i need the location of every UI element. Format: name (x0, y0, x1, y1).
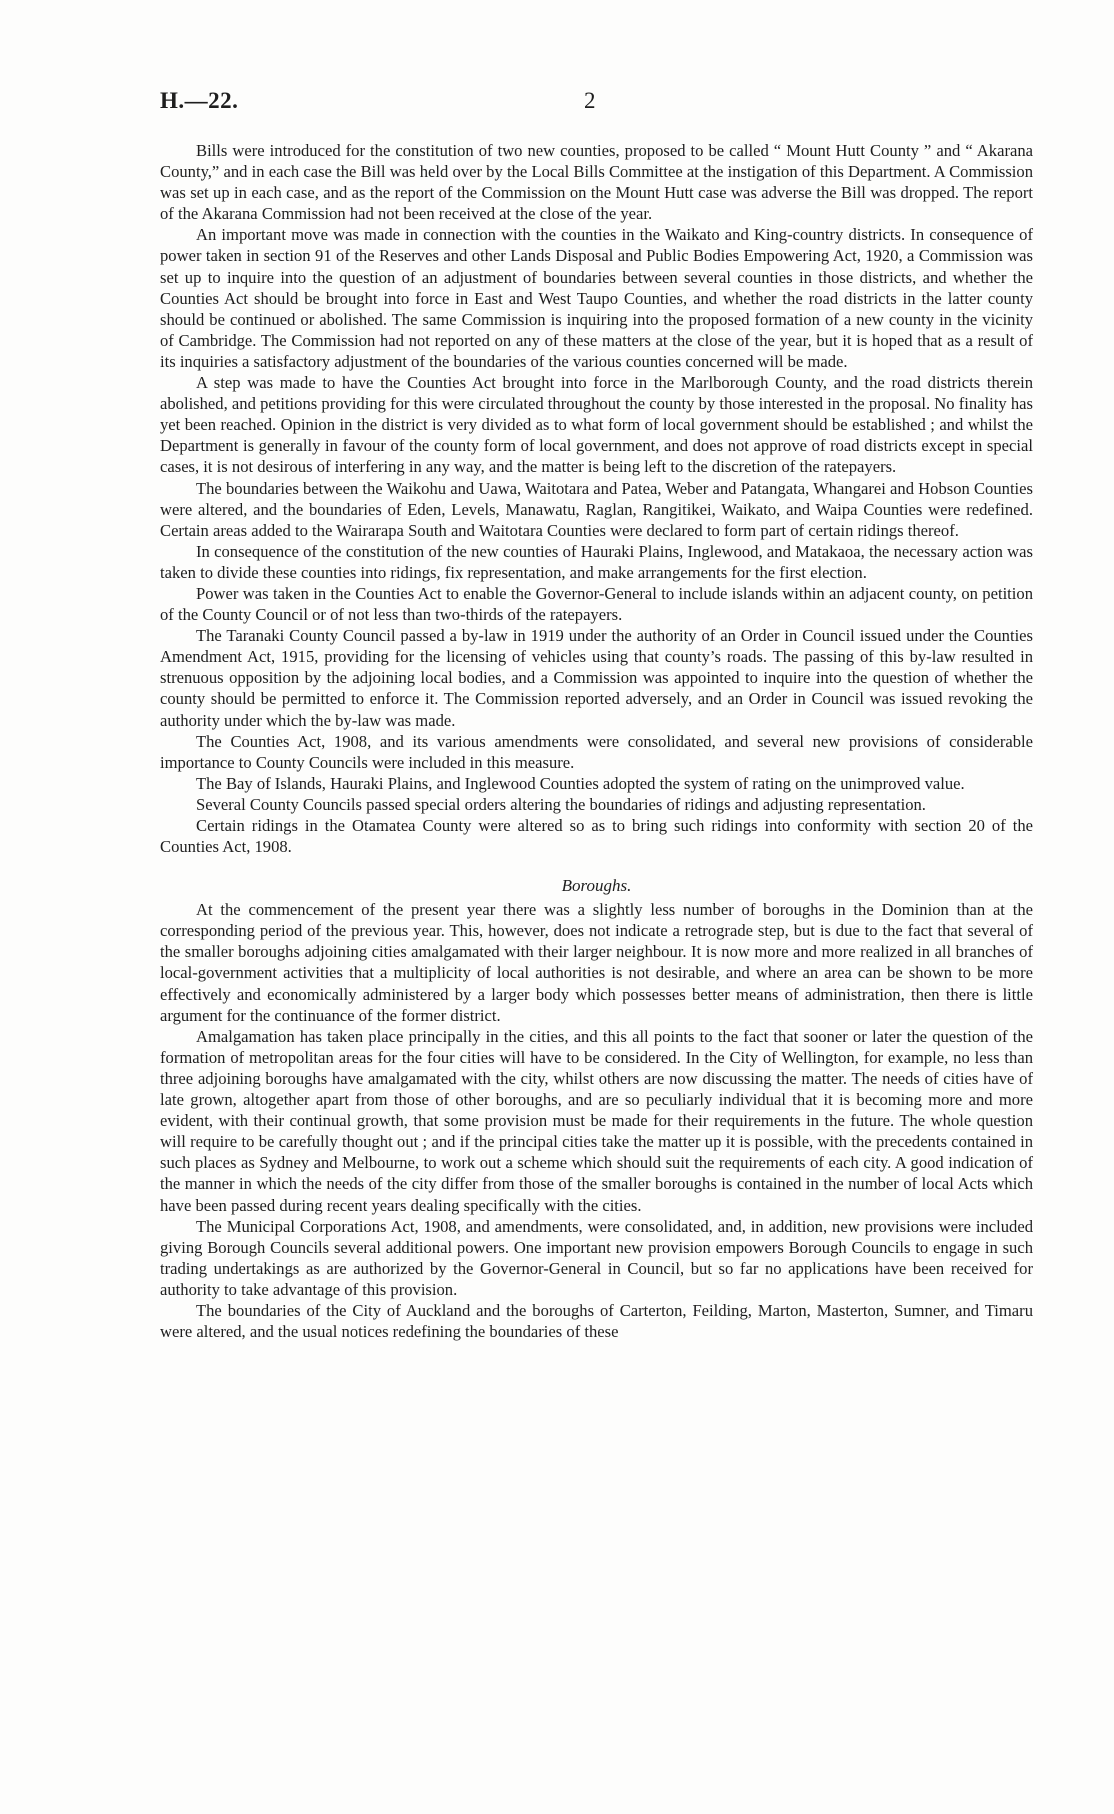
paragraph: A step was made to have the Counties Act brought into force in the Marlborough County, and the road districts therein abolished, and petitions providing for this were circulated throughout the county by those interested in the proposal. No finality has yet been reached. Opinion in the district is very divided as to what form of local government should be established ; and whilst the Department is generally in favour of the county form of local government, and does not approve of road districts except in special cases, it is not desirous of interfering in any way, and the matter is being left to the discretion of the ratepayers. (160, 373, 1033, 477)
paragraph: The Bay of Islands, Hauraki Plains, and Inglewood Counties adopted the system of rating on the unimproved value. (196, 773, 965, 793)
paragraph: The Municipal Corporations Act, 1908, and amendments, were consolidated, and, in addition, new provisions were included giving Borough Councils several additional powers. One important new provision empowers Borough Councils to engage in such trading undertakings as are authorized by the Governor-General in Council, but so far no applications have been received for authority to take advantage of this provision. (160, 1216, 1033, 1299)
document-reference: H.—22. (160, 88, 239, 113)
paragraph: Amalgamation has taken place principally in the cities, and this all points to the fact that sooner or later the question of the formation of metropolitan areas for the four cities will have to be considered. In the City of Wellington, for example, no less than three adjoining boroughs have amalgamated with the city, whilst others are now discussing the matter. The needs of cities have of late grown, altogether apart from those of other boroughs, and are so peculiarly individual that it is becoming more and more evident, with their continual growth, that some provision must be made for their requirements in the future. The whole question will require to be carefully thought out ; and if the principal cities take the matter up it is possible, with the precedents contained in such places as Sydney and Melbourne, to work out a scheme which should suit the requirements of each city. A good indication of the manner in which the needs of the city differ from those of the smaller boroughs is contained in the number of local Acts which have been passed during recent years dealing specifically with the cities. (160, 1026, 1033, 1215)
counties-section (160, 140, 1033, 857)
paragraph: The boundaries of the City of Auckland and the boroughs of Carterton, Feilding, Marton, Masterton, Sumner, and Timaru were altered, and the usual notices redefining the boundaries of these (160, 1300, 1033, 1342)
paragraph: The boundaries between the Waikohu and Uawa, Waitotara and Patea, Weber and Patangata, Whangarei and Hobson Counties were altered, and the boundaries of Eden, Levels, Manawatu, Raglan, Rangitikei, Waikato, and Waipa Counties were redefined. Certain areas added to the Wairarapa South and Waitotara Counties were declared to form part of certain ridings thereof. (160, 478, 1033, 540)
paragraph: Power was taken in the Counties Act to enable the Governor-General to include islands within an adjacent county, on petition of the County Council or of not less than two-thirds of the ratepayers. (160, 583, 1033, 625)
document-body (160, 140, 1033, 1342)
paragraph: At the commencement of the present year there was a slightly less number of boroughs in the Dominion than at the corresponding period of the previous year. This, however, does not indicate a retrograde step, but is due to the fact that several of the smaller boroughs adjoining cities amalgamated with their larger neighbour. It is now more and more realized in all branches of local-government activities that a multiplicity of local authorities is not desirable, and where an area can be shown to be more effectively and economically administered by a larger body which possesses better means of administration, then there is little argument for the continuance of the former district. (160, 900, 1033, 1025)
paragraph: The Counties Act, 1908, and its various amendments were consolidated, and several new provisions of considerable importance to County Councils were included in this measure. (160, 731, 1033, 772)
paragraph: In consequence of the constitution of the new counties of Hauraki Plains, Inglewood, and Matakaoa, the necessary action was taken to divide these counties into ridings, fix representation, and make arrangements for the first election. (160, 541, 1033, 582)
paragraph: Certain ridings in the Otamatea County were altered so as to bring such ridings into conformity with section 20 of the Counties Act, 1908. (160, 816, 1033, 857)
page-header (160, 88, 1033, 116)
page-number: 2 (584, 88, 596, 113)
paragraph: The Taranaki County Council passed a by-law in 1919 under the authority of an Order in Council issued under the Counties Amendment Act, 1915, providing for the licensing of vehicles using that county’s roads. The passing of this by-law resulted in strenuous opposition by the adjoining local bodies, and a Commission was appointed to inquire into the question of whether the county should be permitted to enforce it. The Commission reported adversely, and an Order in Council was issued revoking the authority under which the by-law was made. (160, 626, 1033, 730)
paragraph: Several County Councils passed special orders altering the boundaries of ridings and adjusting representation. (196, 794, 926, 814)
paragraph: Bills were introduced for the constitution of two new counties, proposed to be called “ Mount Hutt County ” and “ Akarana County,” and in each case the Bill was held over by the Local Bills Committee at the instigation of this Department. A Commission was set up in each case, and as the report of the Commission on the Mount Hutt case was adverse the Bill was dropped. The report of the Akarana Commission had not been received at the close of the year. (160, 141, 1033, 224)
boroughs-section (160, 899, 1033, 1342)
section-heading-boroughs: Boroughs. (561, 876, 632, 896)
paragraph: An important move was made in connection with the counties in the Waikato and King-country districts. In consequence of power taken in section 91 of the Reserves and other Lands Disposal and Public Bodies Empowering Act, 1920, a Commission was set up to inquire into the question of an adjustment of boundaries between several counties in those districts, and whether the Counties Act should be brought into force in East and West Taupo Counties, and whether the road districts in the latter county should be continued or abolished. The same Commission is inquiring into the proposed formation of a new county in the vicinity of Cambridge. The Commission had not reported on any of these matters at the close of the year, but it is hoped that as a result of its inquiries a satisfactory adjustment of the boundaries of the various counties concerned will be made. (160, 225, 1033, 371)
